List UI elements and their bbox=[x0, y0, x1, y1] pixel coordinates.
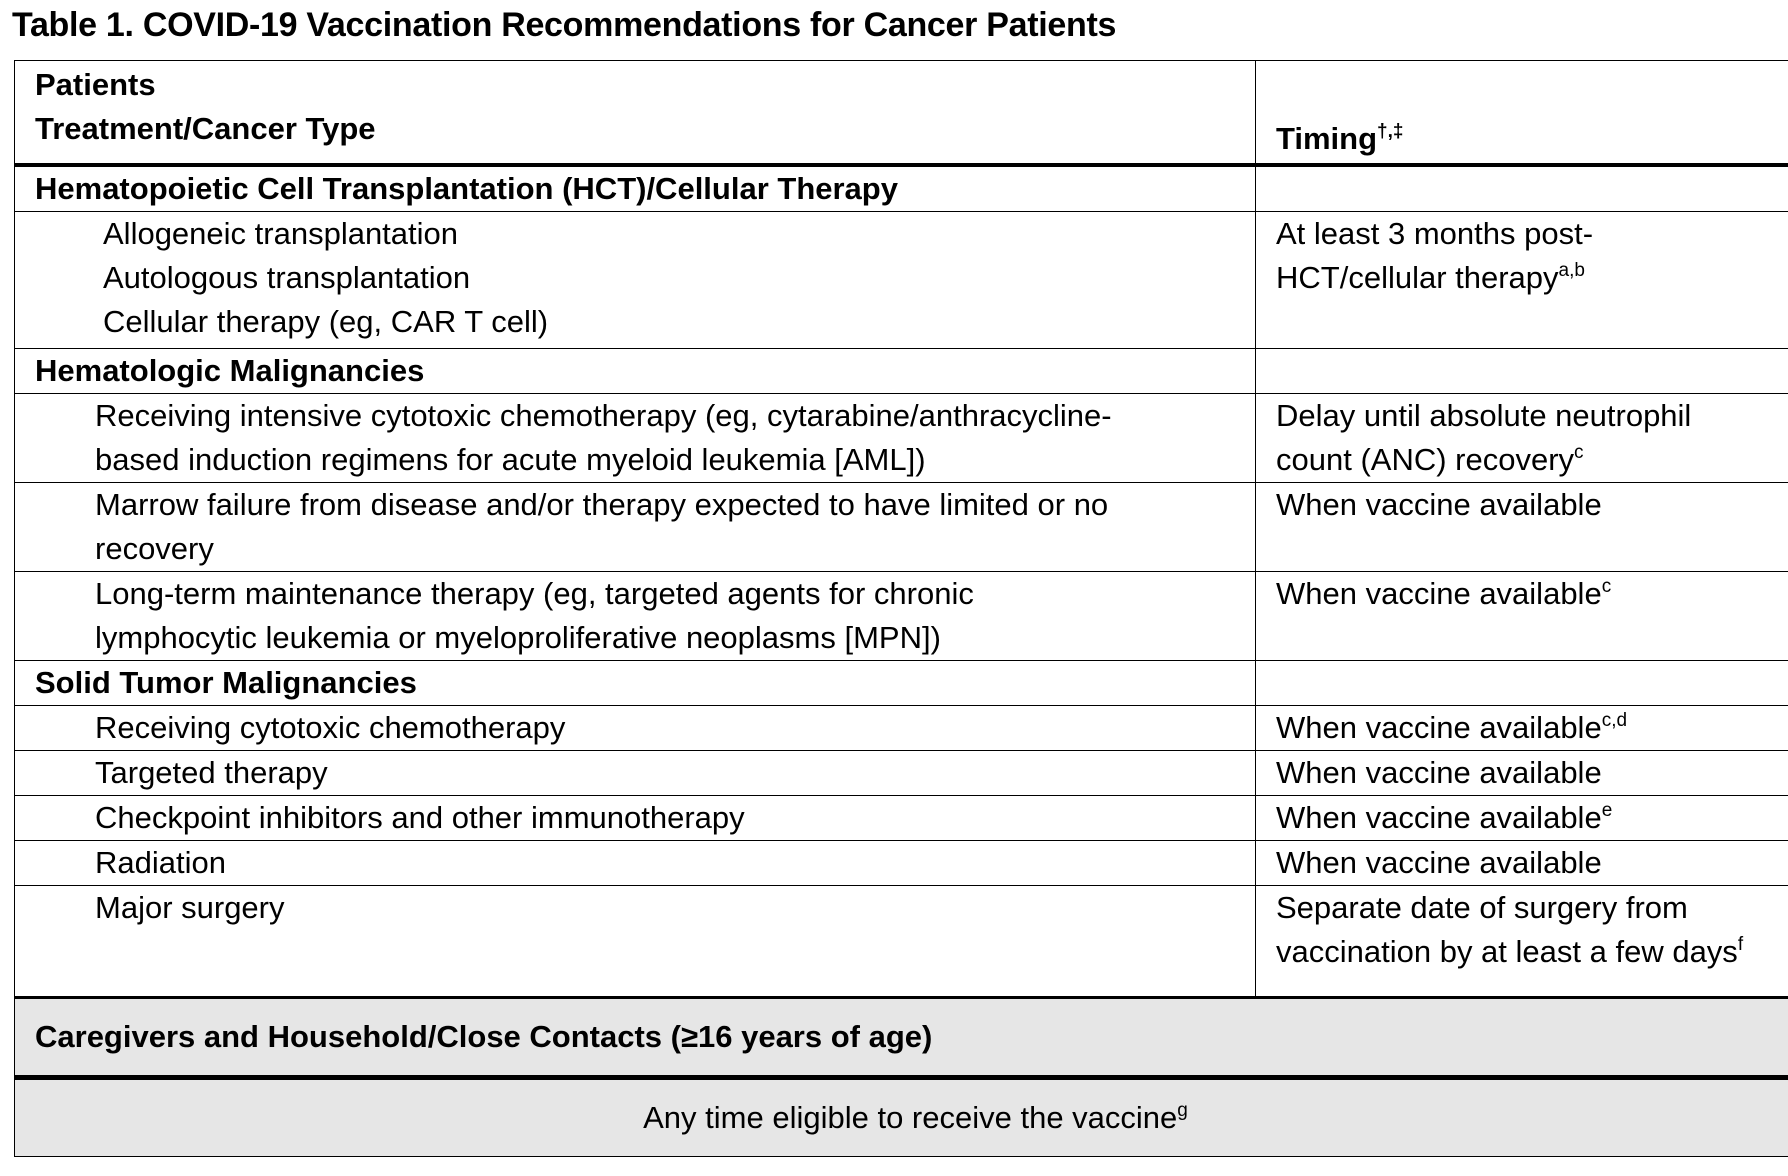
section-heme-empty bbox=[1256, 349, 1788, 394]
heme-timing-1-line1: Delay until absolute neutrophil bbox=[1276, 398, 1692, 433]
heme-treatment-1 bbox=[15, 394, 1256, 483]
solid-timing-5-footnote: f bbox=[1737, 934, 1744, 955]
solid-treatment-1: Receiving cytotoxic chemotherapy bbox=[15, 706, 1256, 751]
solid-timing-5-line1: Separate date of surgery from bbox=[1276, 890, 1688, 925]
hct-timing bbox=[1256, 212, 1788, 349]
caregivers-timing-text: Any time eligible to receive the vaccine bbox=[643, 1100, 1178, 1135]
heme-treatment-2 bbox=[15, 483, 1256, 572]
table-row bbox=[15, 841, 1788, 886]
table-row bbox=[15, 886, 1788, 998]
table-row bbox=[15, 572, 1788, 661]
heme-timing-3-footnote: c bbox=[1601, 576, 1612, 597]
solid-timing-3-text: When vaccine available bbox=[1276, 800, 1602, 835]
solid-treatment-4: Radiation bbox=[15, 841, 1256, 886]
heme-timing-1-footnote: c bbox=[1574, 442, 1584, 463]
solid-timing-3 bbox=[1256, 796, 1788, 841]
table-row bbox=[15, 212, 1788, 349]
heme-timing-1-line2: count (ANC) recovery bbox=[1276, 442, 1575, 477]
header-treatment-label: Treatment/Cancer Type bbox=[35, 111, 376, 146]
solid-treatment-3: Checkpoint inhibitors and other immunotherapy bbox=[15, 796, 1256, 841]
caregivers-row bbox=[15, 998, 1788, 1078]
table-title: Table 1. COVID-19 Vaccination Recommendations for Cancer Patients bbox=[12, 6, 1117, 44]
heme-treatment-2-line2: recovery bbox=[95, 531, 214, 566]
header-treatment bbox=[15, 61, 1256, 166]
header-patients-label: Patients bbox=[35, 67, 156, 102]
solid-treatment-5: Major surgery bbox=[15, 886, 1256, 998]
heme-treatment-2-line1: Marrow failure from disease and/or therapy expected to have limited or no bbox=[95, 487, 1109, 522]
section-solid-row bbox=[15, 661, 1788, 706]
heme-timing-2: When vaccine available bbox=[1256, 483, 1788, 572]
solid-timing-1-footnote: c,d bbox=[1601, 710, 1628, 731]
section-heme-title: Hematologic Malignancies bbox=[15, 349, 1256, 394]
caregivers-timing-row bbox=[15, 1078, 1788, 1157]
heme-timing-3 bbox=[1256, 572, 1788, 661]
section-hct-title: Hematopoietic Cell Transplantation (HCT)/Cellular Therapy bbox=[15, 165, 1256, 212]
hct-item-autologous: Autologous transplantation bbox=[103, 260, 471, 295]
heme-treatment-3-line1: Long-term maintenance therapy (eg, targeted agents for chronic bbox=[95, 576, 974, 611]
heme-timing-1 bbox=[1256, 394, 1788, 483]
header-timing bbox=[1256, 61, 1788, 166]
table-row bbox=[15, 706, 1788, 751]
caregivers-timing bbox=[15, 1078, 1788, 1157]
table-row bbox=[15, 394, 1788, 483]
hct-item-cellular: Cellular therapy (eg, CAR T cell) bbox=[103, 304, 549, 339]
solid-timing-1-text: When vaccine available bbox=[1276, 710, 1602, 745]
hct-item-allogeneic: Allogeneic transplantation bbox=[103, 216, 459, 251]
header-timing-label: Timing bbox=[1276, 121, 1378, 156]
solid-timing-2: When vaccine available bbox=[1256, 751, 1788, 796]
header-timing-footnote: †,‡ bbox=[1377, 121, 1404, 142]
solid-timing-1 bbox=[1256, 706, 1788, 751]
section-heme-row bbox=[15, 349, 1788, 394]
table-header-row bbox=[15, 61, 1788, 166]
heme-treatment-1-line1: Receiving intensive cytotoxic chemotherapy (eg, cytarabine/anthracycline- bbox=[95, 398, 1112, 433]
solid-timing-4: When vaccine available bbox=[1256, 841, 1788, 886]
vaccination-table bbox=[14, 60, 1788, 1157]
caregivers-timing-footnote: g bbox=[1177, 1100, 1188, 1121]
section-hct-row bbox=[15, 165, 1788, 212]
heme-treatment-1-line2: based induction regimens for acute myeloid leukemia [AML]) bbox=[95, 442, 926, 477]
hct-timing-line2: HCT/cellular therapy bbox=[1276, 260, 1559, 295]
hct-timing-footnote: a,b bbox=[1558, 260, 1585, 281]
table-row bbox=[15, 796, 1788, 841]
solid-treatment-2: Targeted therapy bbox=[15, 751, 1256, 796]
hct-timing-line1: At least 3 months post- bbox=[1276, 216, 1594, 251]
section-solid-title: Solid Tumor Malignancies bbox=[15, 661, 1256, 706]
solid-timing-5 bbox=[1256, 886, 1788, 998]
section-solid-empty bbox=[1256, 661, 1788, 706]
caregivers-title: Caregivers and Household/Close Contacts (≥16 years of age) bbox=[15, 998, 1788, 1078]
solid-timing-5-line2: vaccination by at least a few days bbox=[1276, 934, 1738, 969]
hct-treatments bbox=[15, 212, 1256, 349]
table-row bbox=[15, 483, 1788, 572]
heme-treatment-3 bbox=[15, 572, 1256, 661]
table-row bbox=[15, 751, 1788, 796]
heme-treatment-3-line2: lymphocytic leukemia or myeloproliferative neoplasms [MPN]) bbox=[95, 620, 941, 655]
solid-timing-3-footnote: e bbox=[1601, 800, 1613, 821]
heme-timing-3-text: When vaccine available bbox=[1276, 576, 1602, 611]
section-hct-empty bbox=[1256, 165, 1788, 212]
